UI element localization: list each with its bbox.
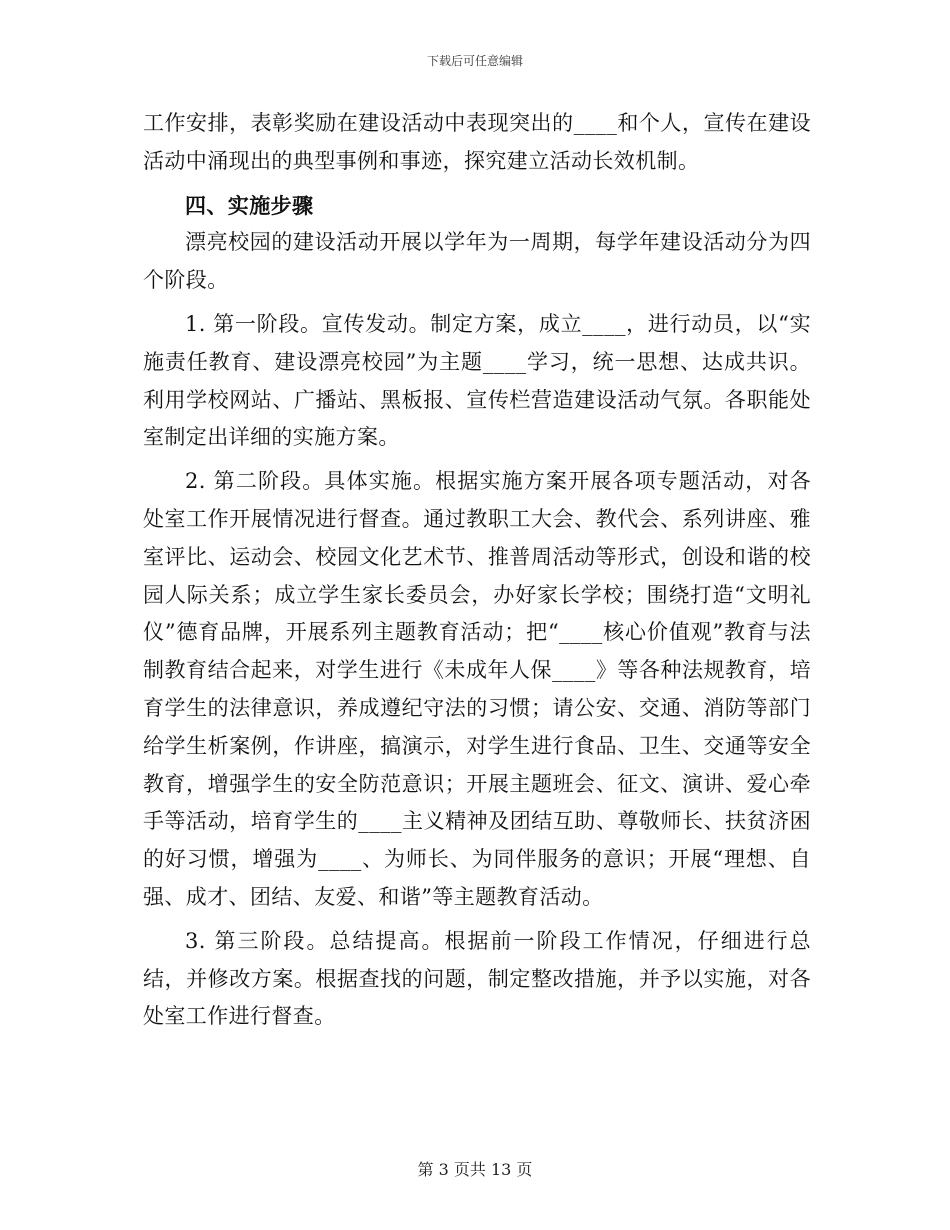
paragraph-stage-1: 1. 第一阶段。宣传发动。制定方案，成立____，进行动员，以“实施责任教育、建设漂亮校园”为主题____学习，统一思想、达成共识。利用学校网站、广播站、黑板报、宣传栏营造建设活动气氛。各职能处室制定出详细的实施方案。 [143, 311, 811, 450]
section-heading: 四、实施步骤 [185, 192, 314, 218]
document-body [143, 105, 811, 1036]
page-footer: 第 3 页共 13 页 [417, 1160, 533, 1179]
page-header: 下载后可任意编辑 [426, 54, 523, 68]
paragraph-stage-2: 2. 第二阶段。具体实施。根据实施方案开展各项专题活动，对各处室工作开展情况进行督查。通过教职工大会、教代会、系列讲座、雅室评比、运动会、校园文化艺术节、推普周活动等形式，创设和谐的校园人际关系；成立学生家长委员会，办好家长学校；围绕打造“文明礼仪”德育品牌，开展系列主题教育活动；把“____核心价值观”教育与法制教育结合起来，对学生进行《未成年人保____》等各种法规教育，培育学生的法律意识，养成遵纪守法的习惯；请公安、交通、消防等部门给学生析案例，作讲座，搞演示，对学生进行食品、卫生、交通等安全教育，增强学生的安全防范意识；开展主题班会、征文、演讲、爱心牵手等活动，培育学生的____主义精神及团结互助、尊敬师长、扶贫济困的好习惯，增强为____、为师长、为同伴服务的意识；开展“理想、自强、成才、团结、友爱、和谐”等主题教育活动。 [143, 469, 811, 909]
paragraph-continuation: 工作安排，表彰奖励在建设活动中表现突出的____和个人，宣传在建设活动中涌现出的典型事例和事迹，探究建立活动长效机制。 [143, 111, 811, 173]
paragraph-stage-3: 3. 第三阶段。总结提高。根据前一阶段工作情况，仔细进行总结，并修改方案。根据查找的问题，制定整改措施，并予以实施，对各处室工作进行督查。 [143, 928, 811, 1029]
paragraph-intro: 漂亮校园的建设活动开展以学年为一周期，每学年建设活动分为四个阶段。 [143, 230, 811, 293]
